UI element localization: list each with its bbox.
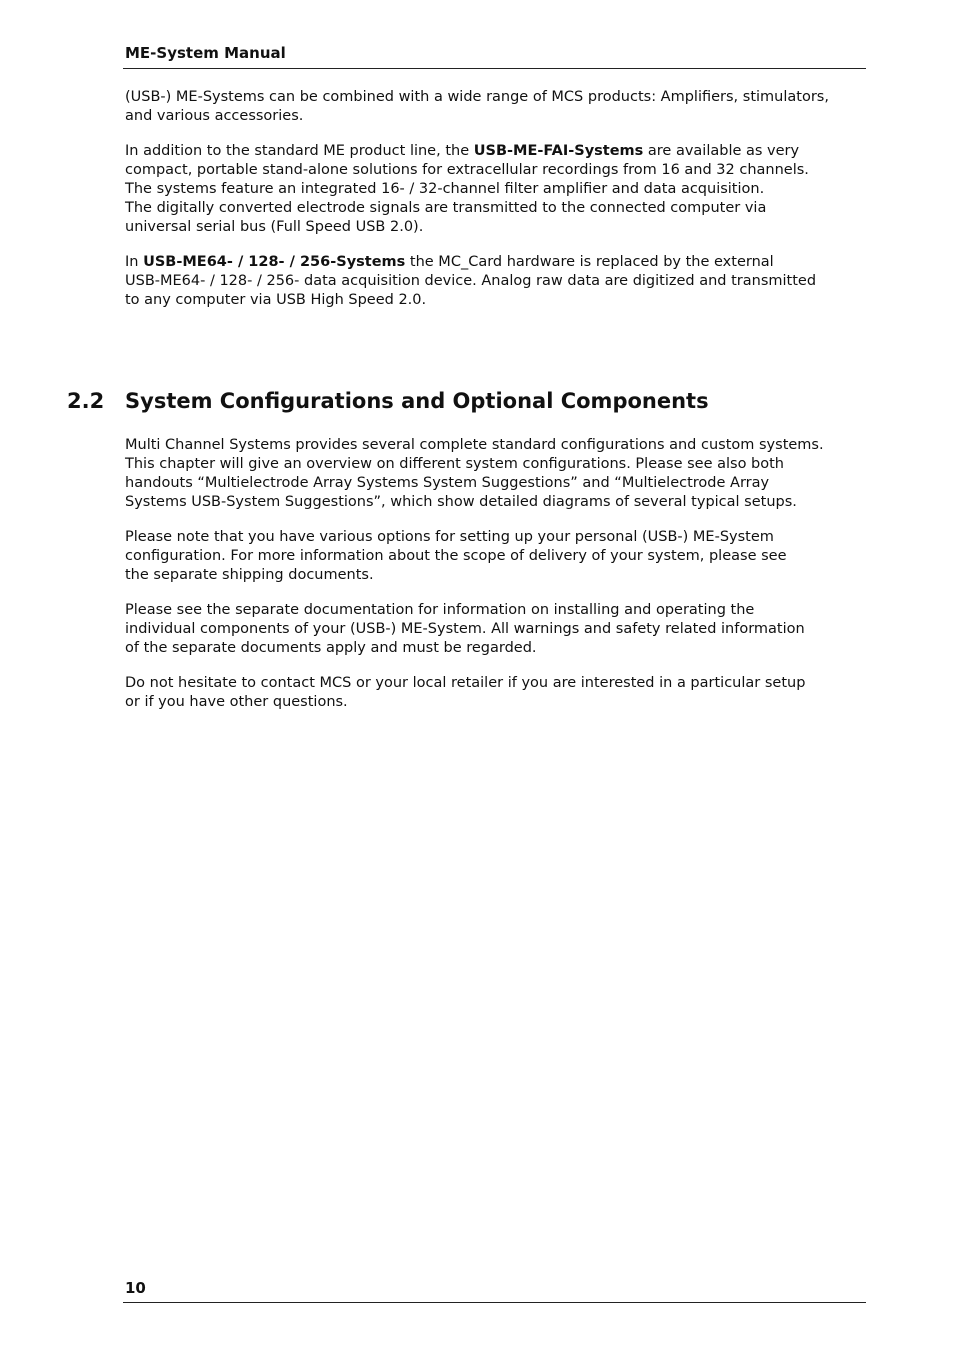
footer-divider bbox=[123, 1302, 866, 1303]
text-line: Multi Channel Systems provides several complete standard configurations and custom systems. bbox=[125, 437, 824, 453]
text-line: USB-ME64- / 128- / 256- data acquisition device. Analog raw data are digitized and transmitted bbox=[125, 273, 817, 289]
intro-paragraph-2 bbox=[125, 142, 855, 237]
product-name-usb-me: USB-ME64- / 128- / 256-Systems bbox=[143, 254, 406, 270]
intro-paragraph-1 bbox=[125, 88, 855, 126]
section-title: System Configurations and Optional Components bbox=[125, 389, 709, 413]
text-line: individual components of your (USB-) ME-System. All warnings and safety related information bbox=[125, 621, 805, 637]
section-number: 2.2 bbox=[67, 389, 105, 413]
text-line: Please see the separate documentation for information on installing and operating the bbox=[125, 602, 755, 618]
text-line bbox=[125, 253, 855, 272]
text-line: Systems USB-System Suggestions”, which show detailed diagrams of several typical setups. bbox=[125, 494, 797, 510]
text-line: the separate shipping documents. bbox=[125, 567, 374, 583]
section-paragraph-3 bbox=[125, 601, 855, 658]
page-number: 10 bbox=[125, 1279, 146, 1297]
text-line: handouts “Multielectrode Array Systems System Suggestions” and “Multielectrode Array bbox=[125, 475, 770, 491]
text-line: universal serial bus (Full Speed USB 2.0). bbox=[125, 219, 424, 235]
section-paragraph-1 bbox=[125, 436, 855, 512]
text-line: The digitally converted electrode signals are transmitted to the connected computer via bbox=[125, 200, 767, 216]
text-line: Please note that you have various options for setting up your personal (USB-) ME-System bbox=[125, 529, 774, 545]
text-fragment: are available as very bbox=[643, 143, 800, 159]
section-paragraph-4 bbox=[125, 674, 855, 712]
section-paragraph-2 bbox=[125, 528, 855, 585]
text-line: and various accessories. bbox=[125, 108, 304, 124]
header-divider bbox=[123, 68, 866, 69]
text-line bbox=[125, 142, 855, 161]
text-line: Do not hesitate to contact MCS or your local retailer if you are interested in a particular setup bbox=[125, 675, 806, 691]
product-name-fai: USB-ME-FAI-Systems bbox=[473, 143, 644, 159]
text-line: to any computer via USB High Speed 2.0. bbox=[125, 292, 427, 308]
text-line: This chapter will give an overview on different system configurations. Please see also both bbox=[125, 456, 784, 472]
intro-paragraph-3 bbox=[125, 253, 855, 310]
text-line: or if you have other questions. bbox=[125, 694, 348, 710]
text-fragment: In bbox=[125, 254, 144, 270]
text-line: configuration. For more information about the scope of delivery of your system, please see bbox=[125, 548, 787, 564]
text-fragment: the MC_Card hardware is replaced by the external bbox=[405, 254, 774, 270]
text-line: The systems feature an integrated 16- / 32-channel filter amplifier and data acquisition. bbox=[125, 181, 765, 197]
running-header-title: ME-System Manual bbox=[125, 44, 286, 62]
text-line: of the separate documents apply and must be regarded. bbox=[125, 640, 537, 656]
text-line: compact, portable stand-alone solutions for extracellular recordings from 16 and 32 channels. bbox=[125, 162, 809, 178]
text-line: (USB-) ME-Systems can be combined with a wide range of MCS products: Amplifiers, stimulators, bbox=[125, 89, 829, 105]
section-heading bbox=[67, 389, 709, 413]
text-fragment: In addition to the standard ME product line, the bbox=[125, 143, 474, 159]
